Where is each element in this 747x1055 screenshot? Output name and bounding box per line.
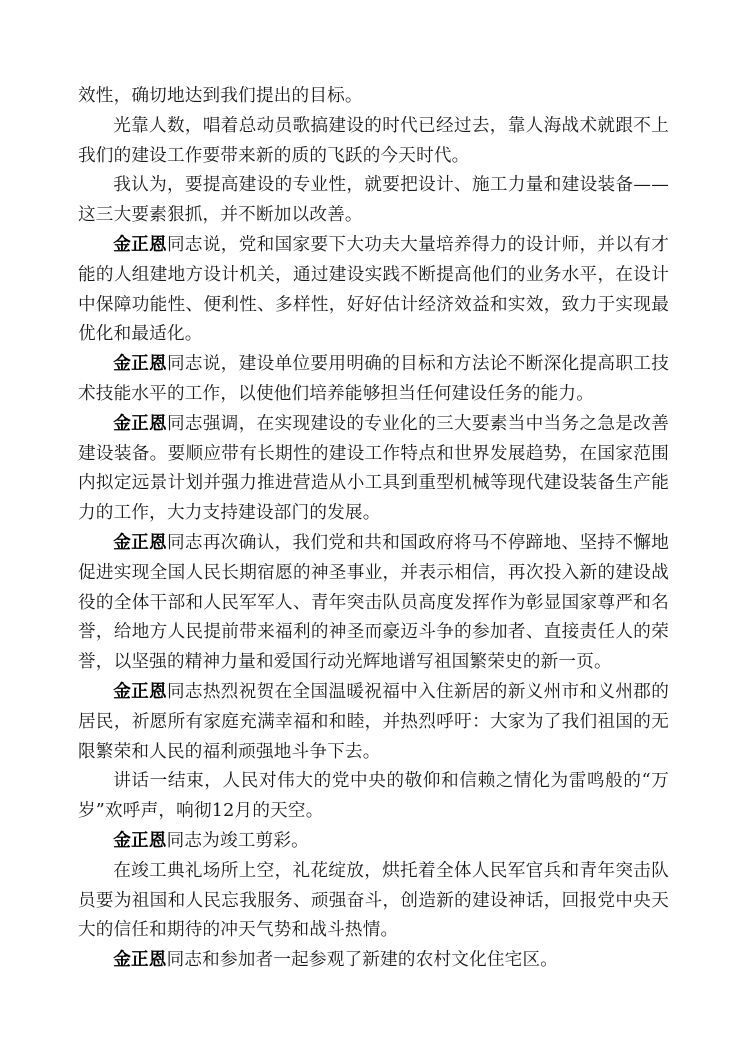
paragraph-6: 金正恩同志强调，在实现建设的专业化的三大要素当中当务之急是改善建设装备。要顺应带有长期性的建设工作特点和世界发展趋势，在国家范围内拟定远景计划并强力推进营造从小工具到重型机械等现代建设装备生产能力的工作，大力支持建设部门的发展。 xyxy=(78,413,669,524)
paragraph-11: 在竣工典礼场所上空，礼花绽放，烘托着全体人民军官兵和青年突击队员要为祖国和人民忘我服务、顽强奋斗，创造新的建设神话，回报党中央天大的信任和期待的冲天气势和战斗热情。 xyxy=(78,860,669,941)
paragraph-8: 金正恩同志热烈祝贺在全国温暖祝福中入住新居的新义州市和义州郡的居民，祈愿所有家庭充满幸福和和睦，并热烈呼吁：大家为了我们祖国的无限繁荣和人民的福利顽强地斗争下去。 xyxy=(78,681,669,762)
paragraph-9: 讲话一结束，人民对伟大的党中央的敬仰和信赖之情化为雷鸣般的“万岁”欢呼声，响彻12月的天空。 xyxy=(78,771,669,822)
paragraph-10: 金正恩同志为竣工剪彩。 xyxy=(113,830,309,851)
paragraph-12: 金正恩同志和参加者一起参观了新建的农村文化住宅区。 xyxy=(113,950,559,971)
paragraph-7: 金正恩同志再次确认，我们党和共和国政府将马不停蹄地、坚持不懈地促进实现全国人民长期宿愿的神圣事业，并表示相信，再次投入新的建设战役的全体干部和人民军军人、青年突击队员高度发挥作为彰显国家尊严和名誉，给地方人民提前带来福利的神圣而豪迈斗争的参加者、直接责任人的荣誉，以坚强的精神力量和爱国行动光辉地谱写祖国繁荣史的新一页。 xyxy=(78,532,669,673)
leader-name: 金正恩 xyxy=(113,830,167,851)
paragraph-4: 金正恩同志说，党和国家要下大功夫大量培养得力的设计师，并以有才能的人组建地方设计机关，通过建设实践不断提高他们的业务水平，在设计中保障功能性、便利性、多样性，好好估计经济效益和实效，致力于实现最优化和最适化。 xyxy=(78,234,669,345)
paragraph-2: 光靠人数，唱着总动员歌搞建设的时代已经过去，靠人海战术就跟不上我们的建设工作要带来新的质的飞跃的今天时代。 xyxy=(78,115,669,166)
leader-name: 金正恩 xyxy=(113,413,167,434)
leader-name: 金正恩 xyxy=(113,234,167,255)
leader-name: 金正恩 xyxy=(113,950,167,971)
paragraph-3: 我认为，要提高建设的专业性，就要把设计、施工力量和建设装备——这三大要素狠抓，并不断加以改善。 xyxy=(78,175,669,226)
paragraph-1: 效性，确切地达到我们提出的目标。 xyxy=(78,86,363,106)
leader-name: 金正恩 xyxy=(113,354,167,375)
leader-name: 金正恩 xyxy=(113,681,167,702)
paragraph-5: 金正恩同志说，建设单位要用明确的目标和方法论不断深化提高职工技术技能水平的工作，以使他们培养能够担当任何建设任务的能力。 xyxy=(78,354,669,404)
leader-name: 金正恩 xyxy=(113,532,167,553)
